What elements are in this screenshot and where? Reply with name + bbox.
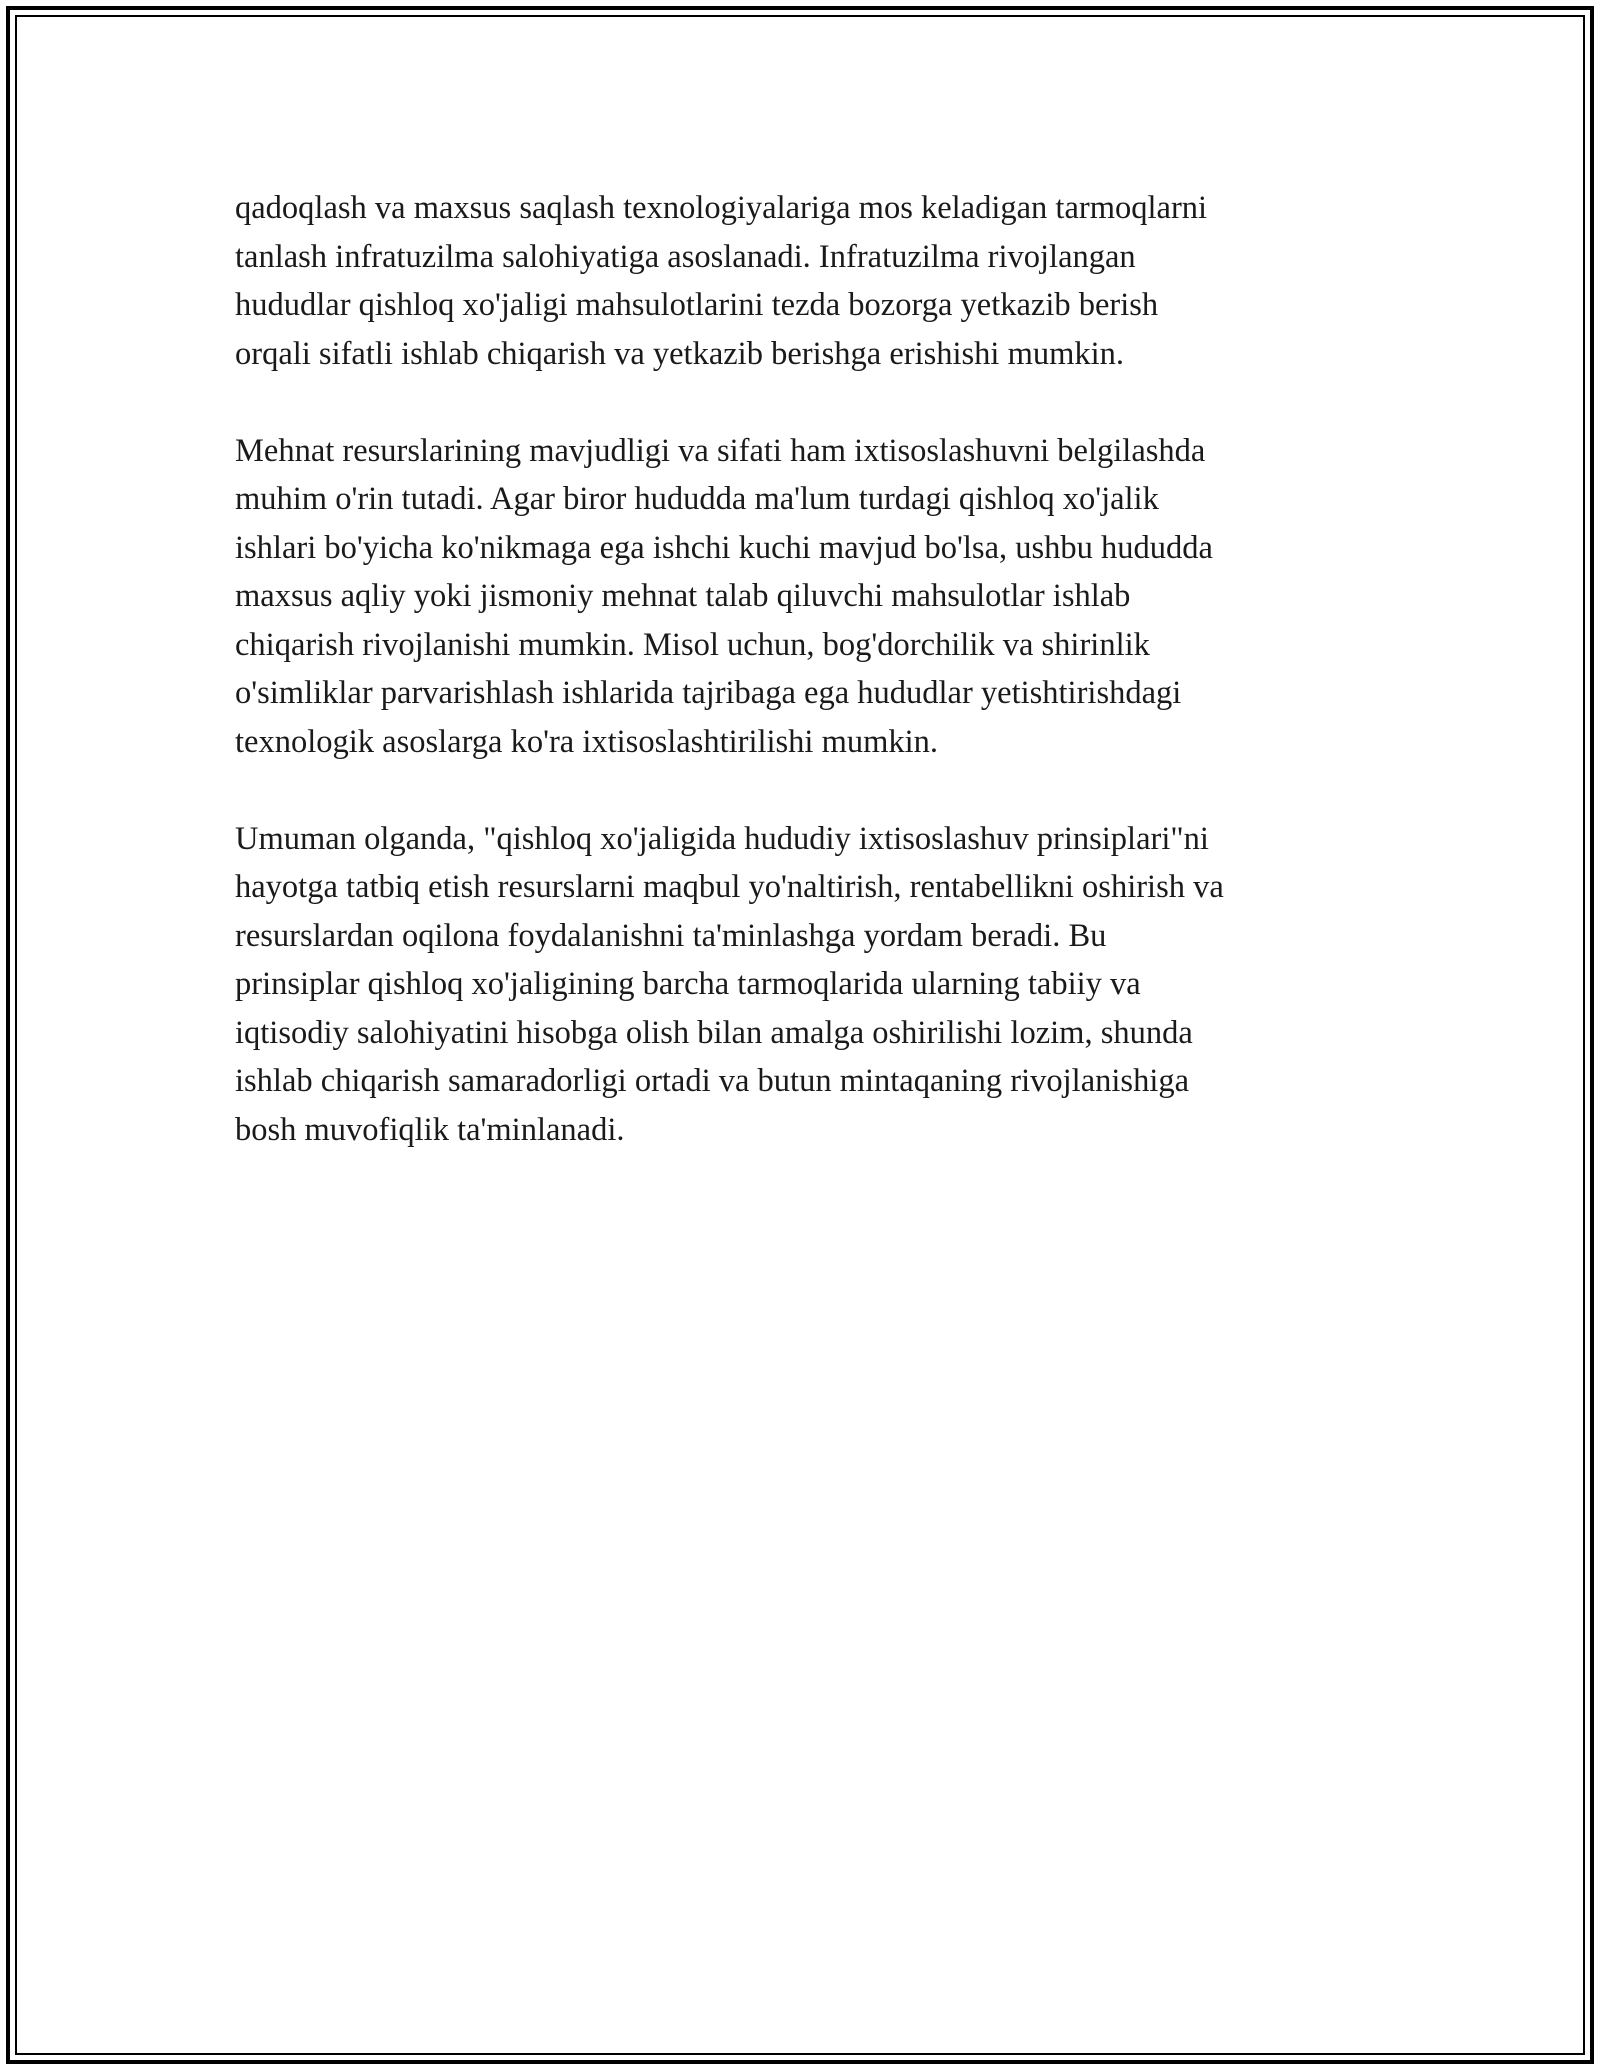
paragraph-labor-resources: Mehnat resurslarining mavjudligi va sifati ham ixtisoslashuvni belgilashda muhim o'rin tutadi. Agar biror hududda ma'lum turdagi qishloq xo'jalik ishlari bo'yicha ko'nikmaga ega ishchi kuchi mavjud bo'lsa, ushbu hududda maxsus aqliy yoki jismoniy mehnat talab qiluvchi mahsulotlar ishlab chiqarish rivojlanishi mumkin. Misol uchun, bog'dorchilik va shirinlik o'simliklar parvarishlash ishlarida tajribaga ega hududlar yetishtirishdagi texnologik asoslarga ko'ra ixtisoslashtirilishi mumkin. — [235, 432, 1213, 760]
paragraph-conclusion: Umuman olganda, "qishloq xo'jaligida hududiy ixtisoslashuv prinsiplari"ni hayotga tatbiq etish resurslarni maqbul yo'naltirish, rentabellikni oshirish va resurslardan oqilona foydalanishni ta'minlashga yordam beradi. Bu prinsiplar qishloq xo'jaligining barcha tarmoqlarida ularning tabiiy va iqtisodiy salohiyatini hisobga olish bilan amalga oshirilishi lozim, shunda ishlab chiqarish samaradorligi ortadi va butun mintaqaning rivojlanishiga bosh muvofiqlik ta'minlanadi. — [235, 820, 1224, 1148]
paragraph-infrastructure: qadoqlash va maxsus saqlash texnologiyalariga mos keladigan tarmoqlarni tanlash infratuzilma salohiyatiga asoslanadi. Infratuzilma rivojlangan hududlar qishloq xo'jaligi mahsulotlarini tezda bozorga yetkazib berish orqali sifatli ishlab chiqarish va yetkazib berishga erishishi mumkin. — [235, 190, 1208, 372]
document-body — [235, 184, 1365, 1203]
